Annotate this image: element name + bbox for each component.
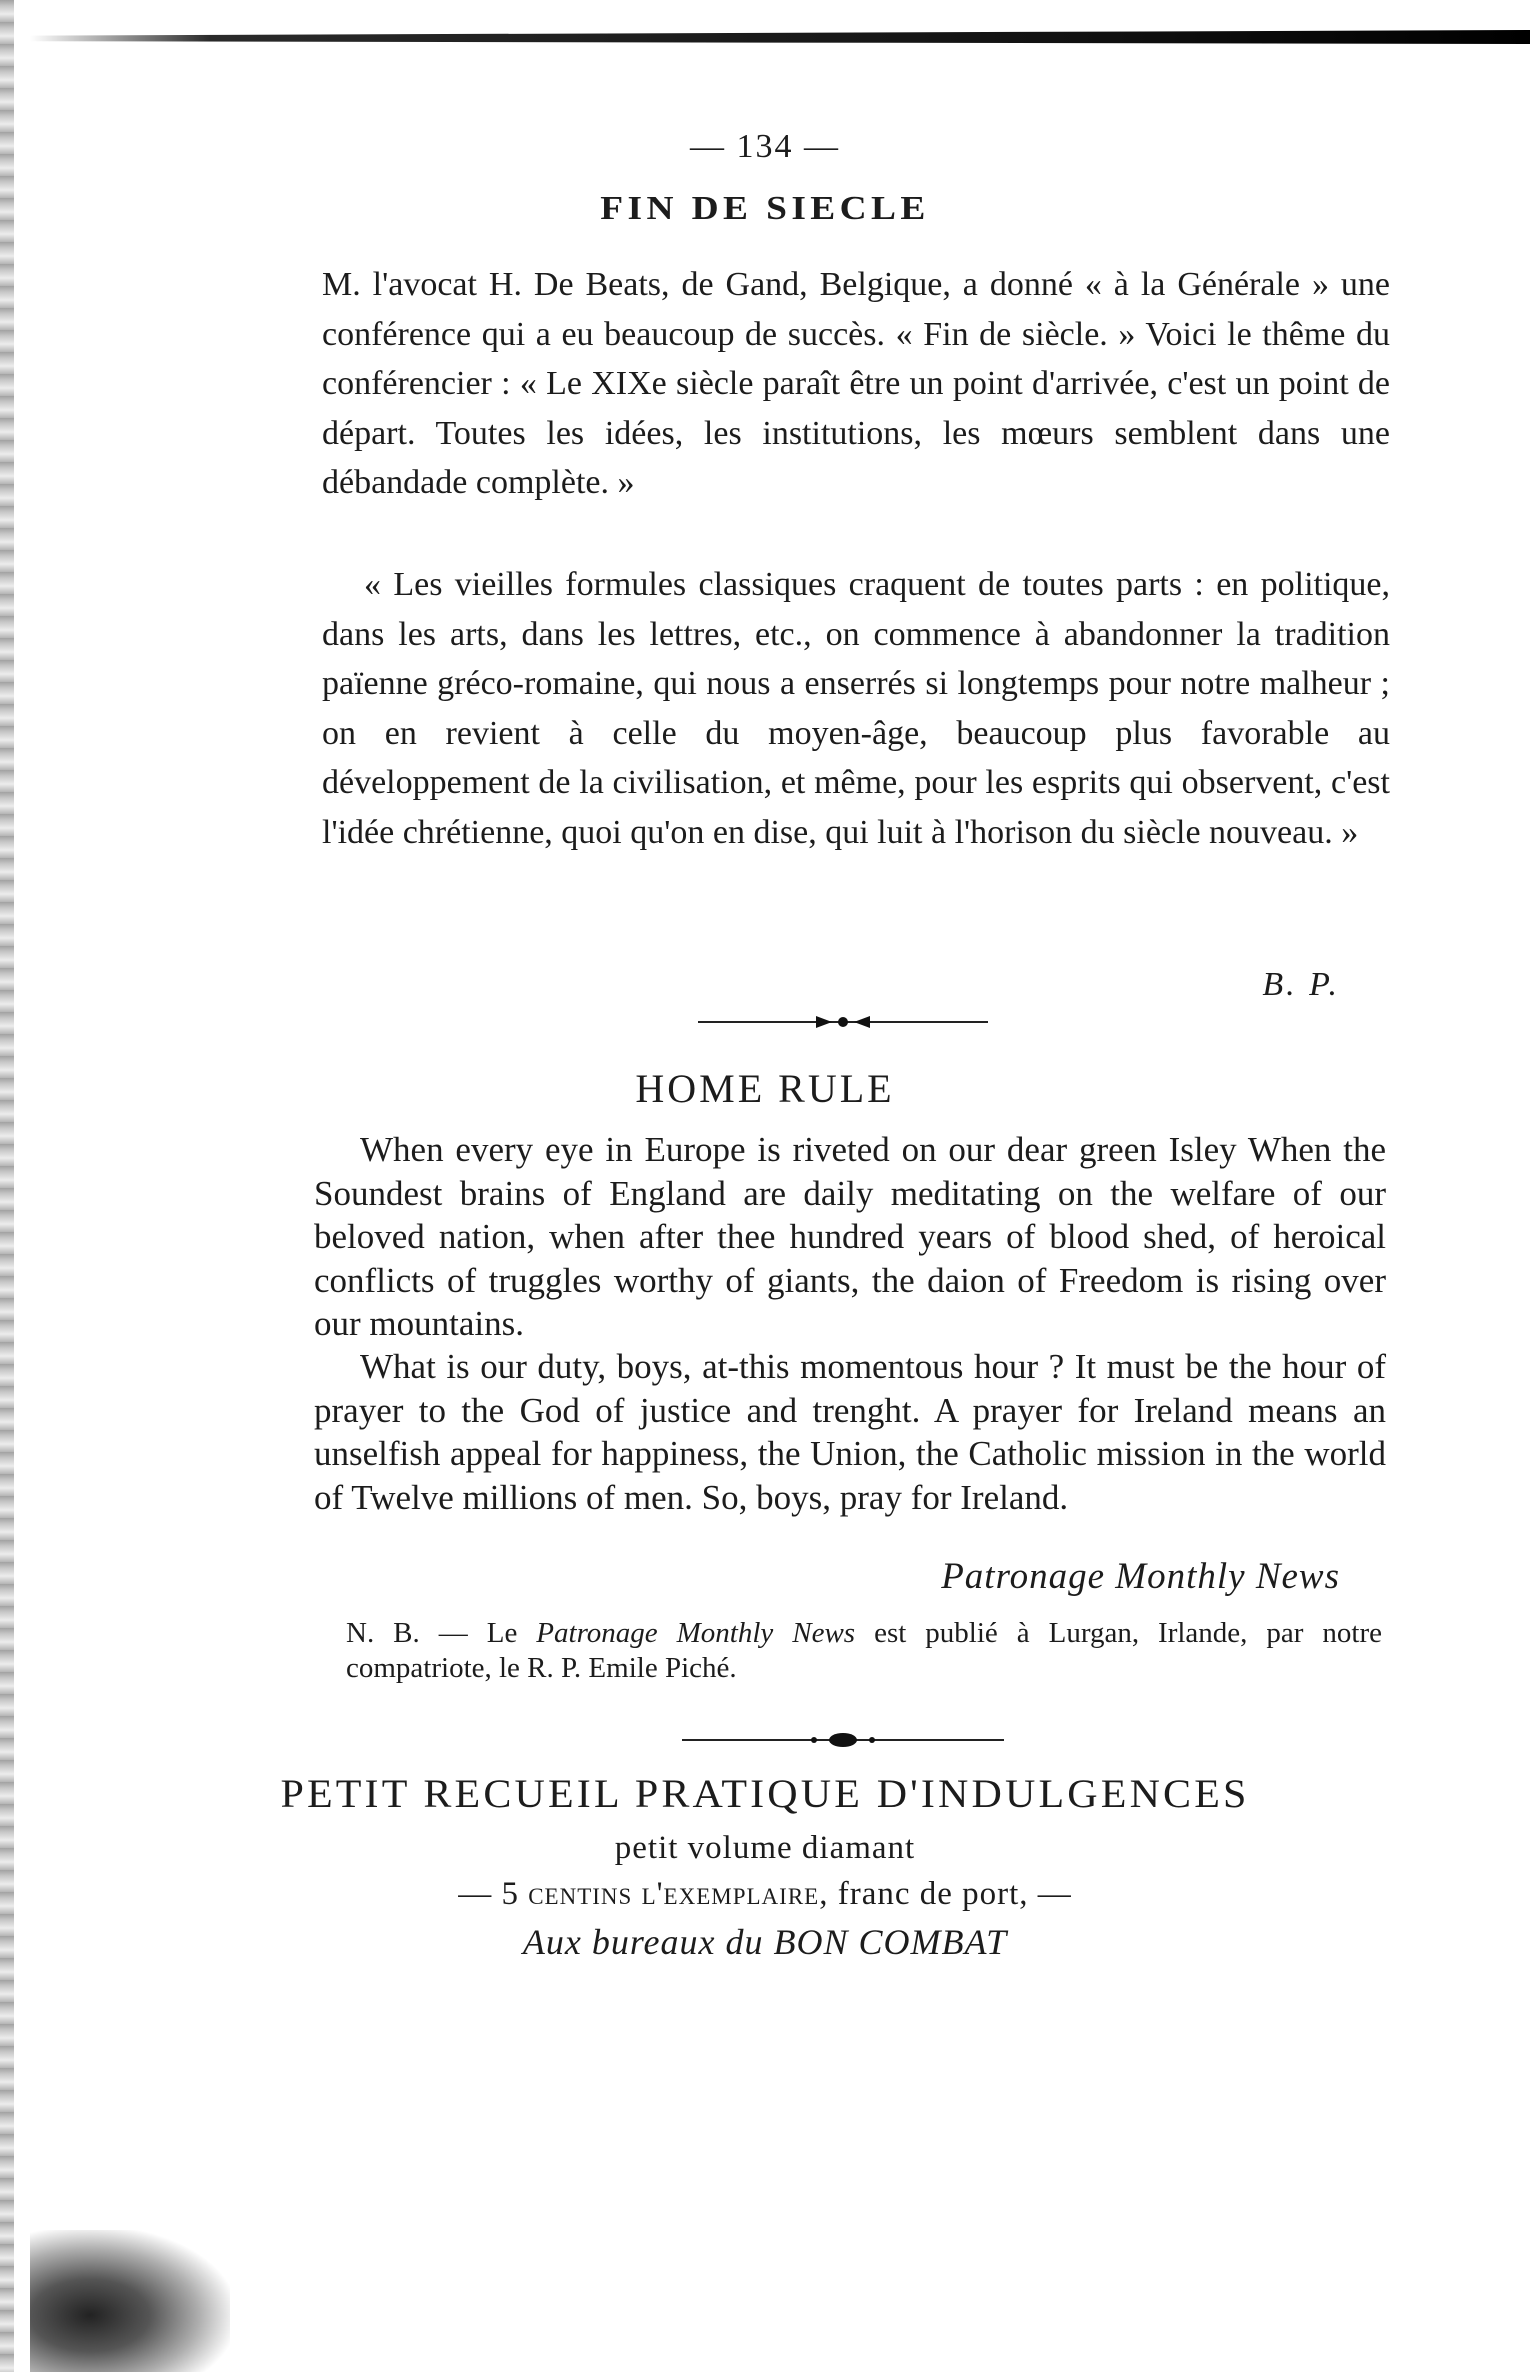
note-prefix: N. B. — Le	[346, 1617, 537, 1649]
fin-de-siecle-paragraph-2: « Les vieilles formules classiques craquent de toutes parts : en politique, dans les arts, dans les lettres, etc., on commence à abandonner la tradition païenne gréco-romaine, qui nous a enserrés si longtemps pour notre malheur ; on en revient à celle du moyen-âge, beaucoup plus favorable au développement de la civilisation, et même, pour les esprits qui observent, c'est l'idée chrétienne, quoi qu'on en dise, qui luit à l'horison du siècle nouveau. »	[322, 566, 1390, 851]
home-rule-title: HOME RULE	[635, 1066, 895, 1111]
home-rule-paragraph-1: When every eye in Europe is riveted on our dear green Isley When the Soundest brains of England are daily meditating on the welfare of our beloved nation, when after thee hundred years of blood shed, of heroical conflicts of truggles worthy of giants, the daion of Freedom is rising over our mountains.	[314, 1130, 1386, 1343]
note-rest: est publié à Lurgan, Irlande, par notre compatriote, le R. P. Emile Piché.	[346, 1617, 1382, 1684]
petit-recueil-title: PETIT RECUEIL PRATIQUE D'INDULGENCES	[280, 1771, 1250, 1816]
price-rest: franc de port, —	[828, 1876, 1072, 1912]
petit-recueil-where: Aux bureaux du BON COMBAT	[522, 1922, 1008, 1962]
page-number: — 134 —	[690, 128, 840, 165]
fin-de-siecle-paragraph-1: M. l'avocat H. De Beats, de Gand, Belgique, a donné « à la Générale » une conférence qui a eu beaucoup de succès. « Fin de siècle. » Voici le thême du conférencier : « Le XIXe siècle paraît être un point d'arrivée, c'est un point de départ. Toutes les idées, les institutions, les mœurs semblent dans une débandade complète. »	[322, 266, 1390, 502]
petit-recueil-price	[0, 1876, 1530, 1913]
scan-top-rule	[30, 30, 1530, 44]
scan-corner-smudge	[30, 2230, 230, 2372]
home-rule-paragraph-2: What is our duty, boys, at-this momentous hour ? It must be the hour of prayer to the God of justice and trenght. A prayer for Ireland means an unselfish appeal for happiness, the Union, the Catholic mission in the world of Twelve millions of men. So, boys, pray for Ireland.	[314, 1347, 1386, 1517]
nota-bene-note	[346, 1616, 1382, 1686]
petit-recueil-subtitle: petit volume diamant	[614, 1830, 916, 1866]
scan-edge	[0, 0, 14, 2372]
fin-de-siecle-signature: B. P.	[1262, 966, 1340, 1003]
note-publication-name: Patronage Monthly News	[536, 1617, 856, 1649]
fin-de-siecle-title: FIN DE SIECLE	[600, 190, 930, 227]
home-rule-signature: Patronage Monthly News	[941, 1556, 1340, 1597]
divider-ornament-1	[698, 1012, 988, 1032]
divider-ornament-2	[682, 1730, 1004, 1750]
price-per-copy: centins l'exemplaire,	[528, 1876, 829, 1912]
price-dash-left: — 5	[458, 1876, 529, 1912]
